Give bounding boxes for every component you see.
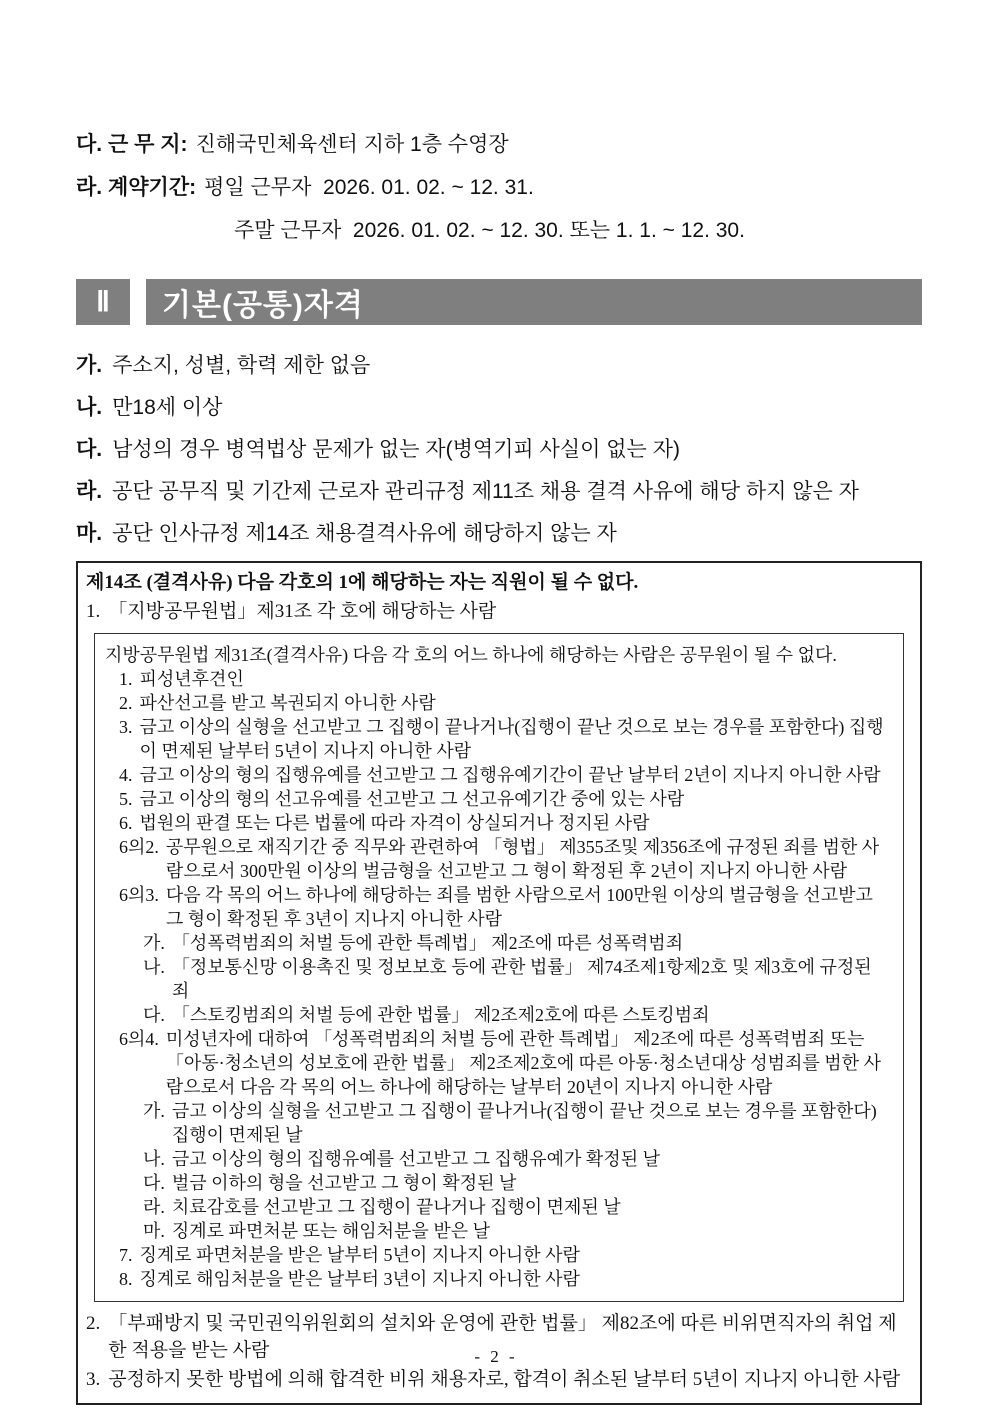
section-header [76, 279, 922, 325]
contract-period-weekday-value: 평일 근무자 2026. 01. 02. ~ 12. 31. [204, 176, 534, 199]
item-text: 파산선고를 받고 복권되지 아니한 사람 [139, 693, 436, 713]
qualification-text: 남성의 경우 병역법상 문제가 없는 자(병역기피 사실이 없는 자) [112, 438, 680, 461]
item-number: 라. [143, 1197, 165, 1217]
work-location-row [76, 130, 922, 160]
qualification-item [76, 351, 922, 381]
statute-item [119, 763, 891, 787]
statute-subitem [143, 1099, 891, 1147]
item-text: 피성년후견인 [139, 669, 244, 689]
item-text: 치료감호를 선고받고 그 집행이 끝나거나 집행이 면제된 날 [171, 1197, 621, 1217]
item-text: 「부패방지 및 국민권익위원회의 설치와 운영에 관한 법률」 제82조에 따른 비위면직자의 취업 제한 적용을 받는 사람 [108, 1313, 897, 1361]
statute-item [119, 691, 891, 715]
qualification-item [76, 435, 922, 465]
statute-item [119, 667, 891, 691]
item-text: 징계로 파면처분을 받은 날부터 5년이 지나지 아니한 사람 [139, 1245, 580, 1265]
item-text: 미성년자에 대하여 「성폭력범죄의 처벌 등에 관한 특례법」 제2조에 따른 성폭력범죄 또는 「아동·청소년의 성보호에 관한 법률」 제2조제2호에 따른 아동·청소년대상 성범죄를 범한 사람으로서 다음 각 목의 어느 하나에 해당하는 날부터 20년이 지나지 아니한 사람 [165, 1029, 881, 1097]
item-number: 4. [119, 765, 133, 785]
statute-item [119, 811, 891, 835]
item-text: 「성폭력범죄의 처벌 등에 관한 특례법」 제2조에 따른 성폭력범죄 [171, 933, 684, 953]
work-location-value: 진해국민체육센터 지하 1층 수영장 [195, 133, 509, 156]
qualification-text: 공단 인사규정 제14조 채용결격사유에 해당하지 않는 자 [112, 522, 617, 545]
item-text: 금고 이상의 실형을 선고받고 그 집행이 끝나거나(집행이 끝난 것으로 보는 경우를 포함한다) 집행이 면제된 날부터 5년이 지나지 아니한 사람 [139, 717, 884, 761]
statute-item [119, 1267, 891, 1291]
item-number: 8. [119, 1269, 133, 1289]
statute-item [119, 1027, 891, 1099]
statute-subitem [143, 931, 891, 955]
contract-period-label: 라. 계약기간: [76, 176, 197, 199]
item-number: 나. [143, 957, 165, 977]
article-14-heading: 제14조 (결격사유) 다음 각호의 1에 해당하는 자는 직원이 될 수 없다. [86, 572, 639, 593]
statute-item [119, 883, 891, 931]
item-number: 마. [143, 1221, 165, 1241]
item-text: 징계로 해임처분을 받은 날부터 3년이 지나지 아니한 사람 [139, 1269, 580, 1289]
item-number: 나. [143, 1149, 165, 1169]
qualification-label: 나. [76, 396, 103, 419]
item-text: 금고 이상의 형의 집행유예를 선고받고 그 집행유예기간이 끝난 날부터 2년이 지나지 아니한 사람 [139, 765, 881, 785]
section-title: 기본(공통)자격 [146, 279, 922, 325]
qualification-label: 다. [76, 438, 103, 461]
statute-subitem [143, 1003, 891, 1027]
statute-item [119, 835, 891, 883]
item-text: 징계로 파면처분 또는 해임처분을 받은 날 [171, 1221, 490, 1241]
item-number: 다. [143, 1173, 165, 1193]
statute-item [119, 715, 891, 763]
item-number: 3. [119, 717, 133, 737]
statute-subitem [143, 1171, 891, 1195]
item-text: 「정보통신망 이용촉진 및 정보보호 등에 관한 법률」 제74조제1항제2호 및 제3호에 규정된 죄 [171, 957, 872, 1001]
section-numeral-badge: Ⅱ [76, 279, 130, 325]
qualification-text: 주소지, 성별, 학력 제한 없음 [112, 354, 371, 377]
statute-subitem [143, 955, 891, 1003]
qualification-text: 만18세 이상 [112, 396, 223, 419]
item-number: 2. [119, 693, 133, 713]
statute-item [119, 787, 891, 811]
item-number: 가. [143, 933, 165, 953]
item-number: 1. [119, 669, 133, 689]
item-number: 가. [143, 1101, 165, 1121]
article-14-item-3 [86, 1366, 912, 1393]
qualification-item [76, 519, 922, 549]
article-14-item-1 [86, 598, 912, 625]
item-text: 금고 이상의 형의 집행유예를 선고받고 그 집행유예가 확정된 날 [171, 1149, 660, 1169]
qualification-text: 공단 공무직 및 기간제 근로자 관리규정 제11조 채용 결격 사유에 해당 하지 않은 자 [112, 480, 859, 503]
item-number: 3. [86, 1369, 101, 1390]
item-number: 7. [119, 1245, 133, 1265]
item-text: 공정하지 못한 방법에 의해 합격한 비위 채용자로, 합격이 취소된 날부터 5년이 지나지 아니한 사람 [108, 1369, 901, 1390]
qualification-list [76, 351, 922, 549]
item-number: 2. [86, 1313, 101, 1334]
item-number: 6. [119, 813, 133, 833]
item-text: 「지방공무원법」제31조 각 호에 해당하는 사람 [108, 601, 497, 622]
qualification-item [76, 393, 922, 423]
item-number: 6의3. [119, 885, 159, 905]
contract-period-row [76, 173, 922, 203]
qualification-label: 가. [76, 354, 103, 377]
statute-item [119, 1243, 891, 1267]
item-text: 「스토킹범죄의 처벌 등에 관한 법률」 제2조제2호에 따른 스토킹범죄 [171, 1005, 710, 1025]
item-text: 다음 각 목의 어느 하나에 해당하는 죄를 범한 사람으로서 100만원 이상의 벌금형을 선고받고 그 형이 확정된 후 3년이 지나지 아니한 사람 [165, 885, 873, 929]
item-number: 6의4. [119, 1029, 159, 1049]
item-number: 5. [119, 789, 133, 809]
statute-subitem [143, 1195, 891, 1219]
page-number: - 2 - [474, 1347, 518, 1366]
work-location-label: 다. 근 무 지: [76, 133, 188, 156]
item-text: 금고 이상의 실형을 선고받고 그 집행이 끝나거나(집행이 끝난 것으로 보는 경우를 포함한다) 집행이 면제된 날 [171, 1101, 877, 1145]
item-text: 공무원으로 재직기간 중 직무와 관련하여 「형법」 제355조및 제356조에 규정된 죄를 범한 사람으로서 300만원 이상의 벌금형을 선고받고 그 형이 확정된 후 2년이 지나지 아니한 사람 [165, 837, 880, 881]
statute-intro: 지방공무원법 제31조(결격사유) 다음 각 호의 어느 하나에 해당하는 사람은 공무원이 될 수 없다. [105, 645, 837, 665]
contract-period-weekend-value: 주말 근무자 2026. 01. 02. ~ 12. 30. 또는 1. 1. ~ 12. 30. [234, 219, 745, 242]
item-number: 6의2. [119, 837, 159, 857]
item-text: 법원의 판결 또는 다른 법률에 따라 자격이 상실되거나 정지된 사람 [139, 813, 650, 833]
qualification-label: 마. [76, 522, 103, 545]
statute-subitem [143, 1147, 891, 1171]
item-text: 벌금 이하의 형을 선고받고 그 형이 확정된 날 [171, 1173, 517, 1193]
item-number: 다. [143, 1005, 165, 1025]
qualification-label: 라. [76, 480, 103, 503]
item-text: 금고 이상의 형의 선고유예를 선고받고 그 선고유예기간 중에 있는 사람 [139, 789, 685, 809]
item-number: 1. [86, 601, 101, 622]
local-civil-service-act-box [94, 633, 904, 1302]
statute-subitem [143, 1219, 891, 1243]
article-14-box [76, 561, 922, 1405]
qualification-item [76, 477, 922, 507]
